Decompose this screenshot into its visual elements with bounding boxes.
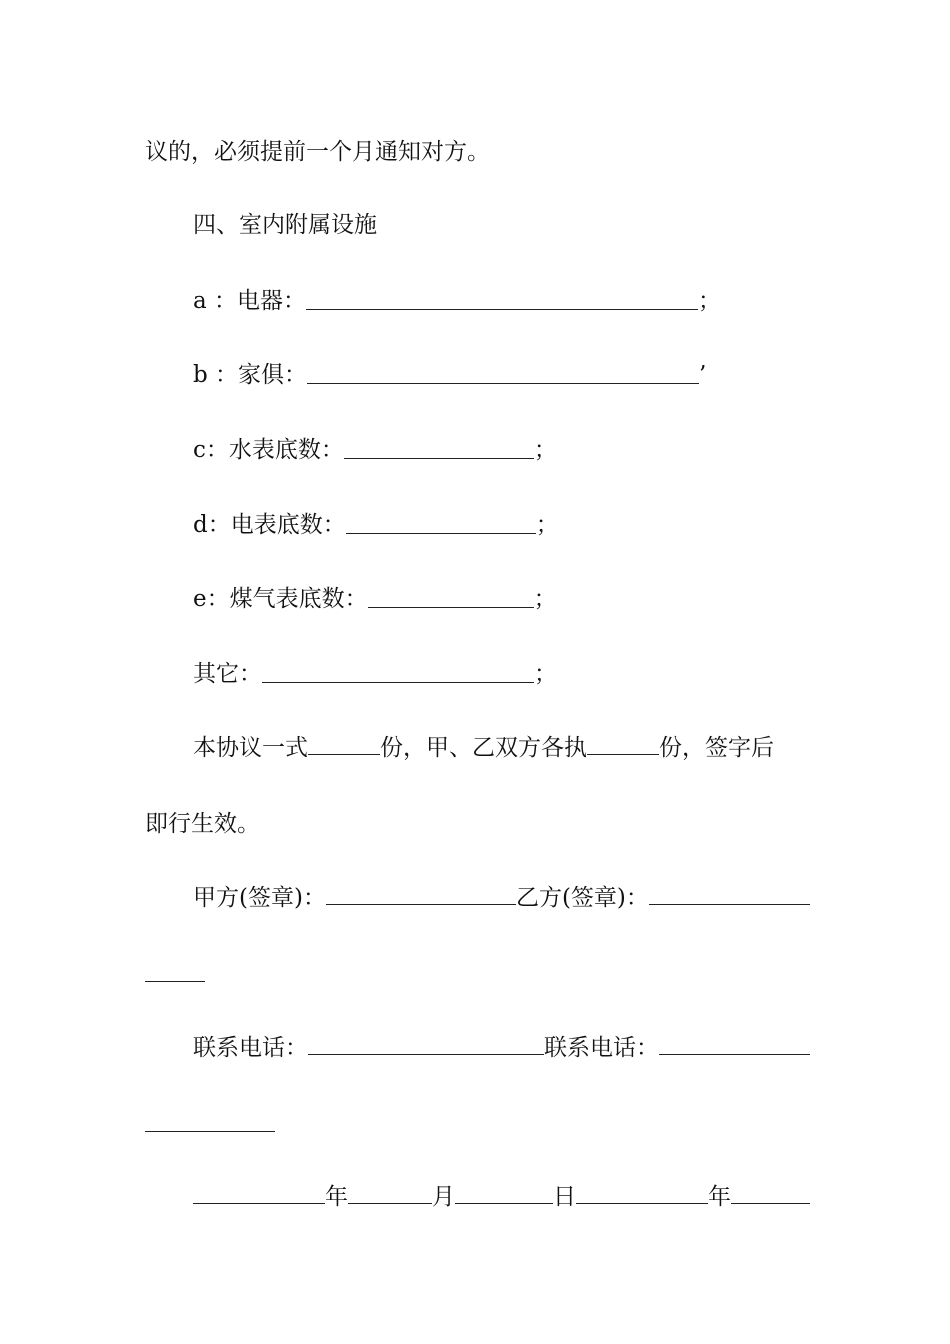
day-label: 日: [553, 1184, 576, 1210]
item-label: a ：电器：: [193, 288, 307, 314]
fill-blank: [659, 1054, 810, 1055]
fill-blank: [346, 533, 536, 534]
item-a-electrical: [193, 286, 810, 316]
date-line: [193, 1182, 810, 1212]
section-heading: [193, 210, 810, 240]
fill-blank: [306, 309, 698, 310]
copies-clause: [193, 733, 810, 763]
item-label: d：电表底数：: [193, 512, 346, 538]
item-label: b ：家俱：: [193, 362, 308, 388]
item-b-furniture: [193, 360, 810, 390]
heading-text: 四、室内附属设施: [193, 212, 377, 238]
fill-blank: [307, 383, 699, 384]
fill-blank: [308, 754, 380, 755]
phone-line-cont: [145, 1108, 810, 1138]
item-end: ’: [699, 362, 707, 388]
text: 份，签字后: [659, 735, 774, 761]
fill-blank: [348, 1203, 432, 1204]
item-end: ；: [535, 512, 559, 538]
item-label: c：水表底数：: [193, 437, 344, 463]
fill-blank: [587, 754, 659, 755]
item-end: ；: [698, 288, 722, 314]
fill-blank: [262, 682, 534, 683]
party-b-label: 乙方(签章)：: [515, 885, 649, 911]
phone-line: [193, 1033, 810, 1063]
year-label: 年: [708, 1184, 731, 1210]
signature-line: [193, 883, 810, 913]
item-d-electric-meter: [193, 510, 810, 540]
item-end: ；: [533, 437, 557, 463]
copies-clause-cont: [145, 809, 810, 839]
fill-blank: [145, 1131, 275, 1132]
paragraph-line: [145, 137, 810, 167]
item-c-water-meter: [193, 435, 810, 465]
phone-a-label: 联系电话：: [193, 1035, 308, 1061]
item-label: e：煤气表底数：: [193, 586, 368, 612]
fill-blank: [368, 607, 534, 608]
item-end: ；: [533, 586, 557, 612]
text: 即行生效。: [145, 811, 260, 837]
fill-blank: [344, 458, 534, 459]
fill-blank: [145, 981, 205, 982]
item-label: 其它：: [193, 661, 262, 687]
item-e-gas-meter: [193, 584, 810, 614]
fill-blank: [455, 1203, 553, 1204]
month-label: 月: [432, 1184, 455, 1210]
phone-b-label: 联系电话：: [544, 1035, 659, 1061]
fill-blank: [326, 904, 516, 905]
signature-line-cont: [145, 958, 810, 988]
fill-blank: [576, 1203, 708, 1204]
fill-blank: [308, 1054, 544, 1055]
item-end: ；: [534, 661, 557, 687]
fill-blank: [193, 1203, 325, 1204]
fill-blank: [649, 904, 810, 905]
fill-blank: [731, 1203, 810, 1204]
text: 本协议一式: [193, 735, 308, 761]
item-other: [193, 659, 810, 689]
text: 议的，必须提前一个月通知对方。: [145, 139, 490, 165]
party-a-label: 甲方(签章)：: [193, 885, 326, 911]
text: 份，甲、乙双方各执: [380, 735, 587, 761]
year-label: 年: [325, 1184, 348, 1210]
